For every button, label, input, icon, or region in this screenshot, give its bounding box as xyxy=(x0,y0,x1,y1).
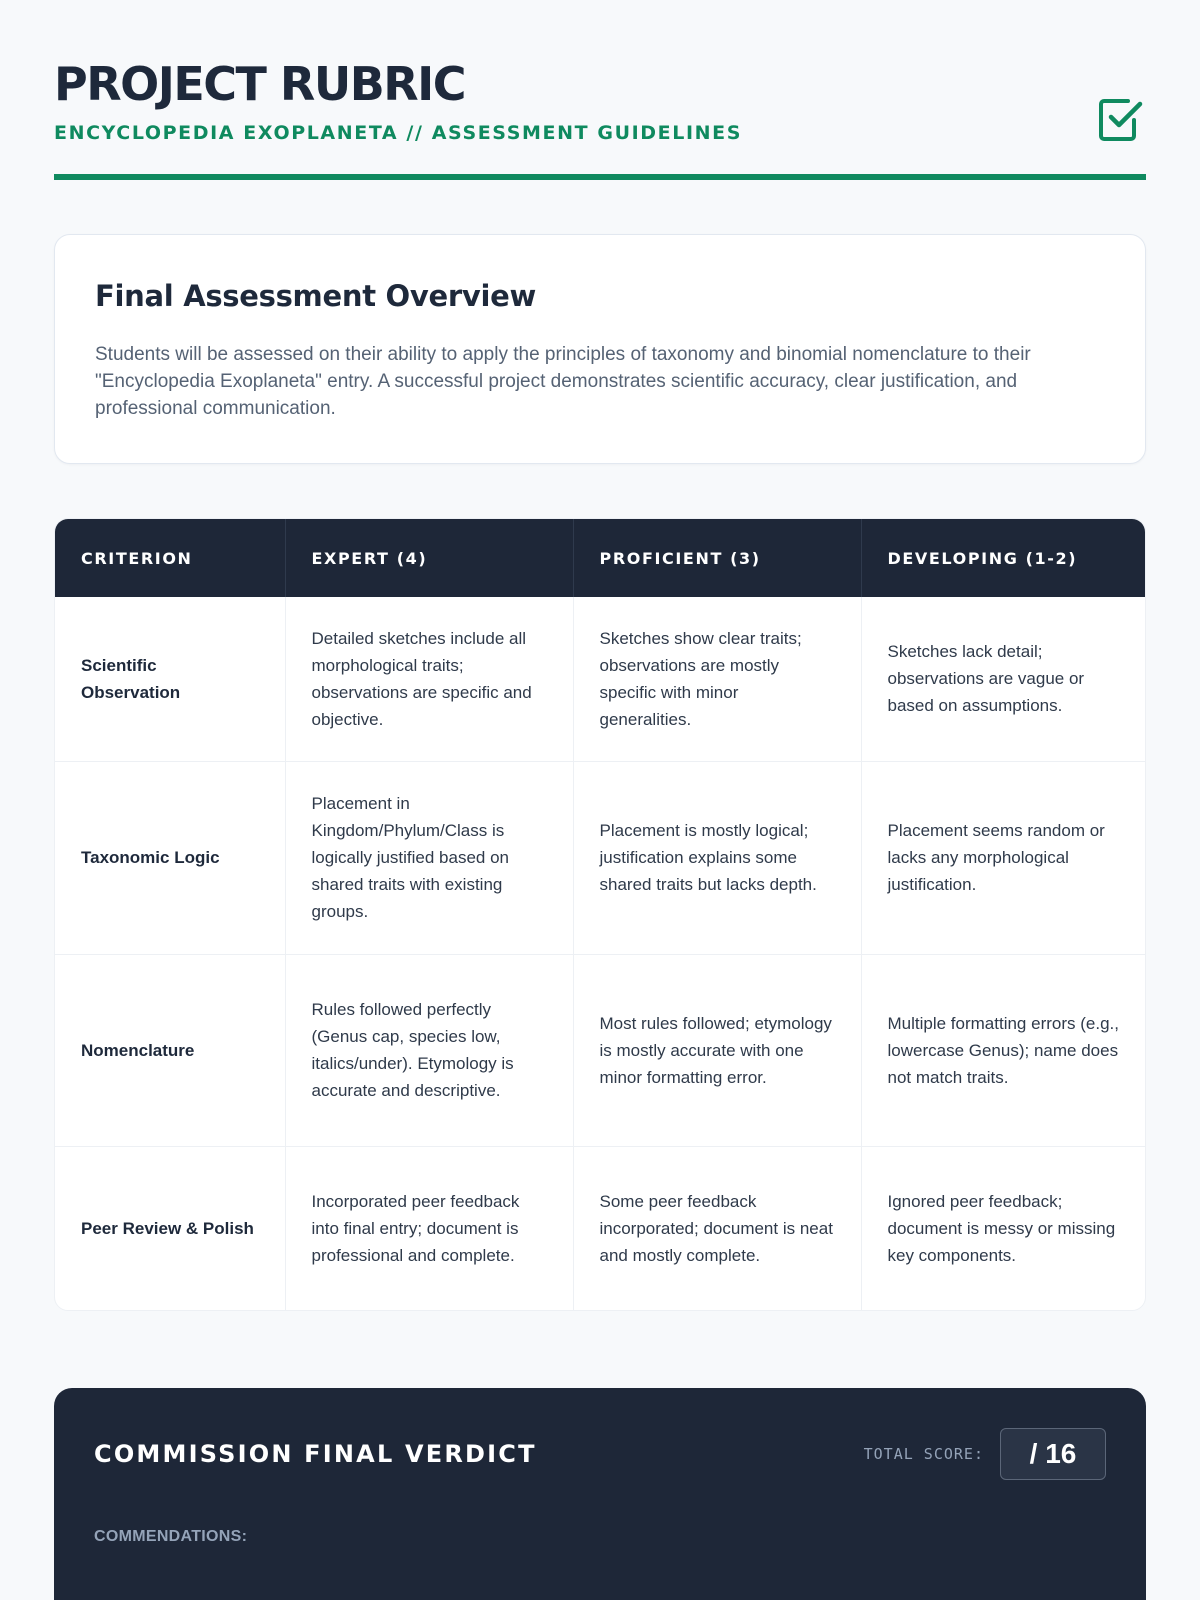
commendations-label: COMMENDATIONS: xyxy=(94,1528,248,1545)
column-header-expert: EXPERT (4) xyxy=(285,519,573,597)
verdict-heading: COMMISSION FINAL VERDICT xyxy=(94,1440,537,1468)
page-subtitle: ENCYCLOPEDIA EXOPLANETA // ASSESSMENT GUIDELINES xyxy=(54,122,742,144)
table-row xyxy=(55,1146,1146,1310)
column-header-criterion: CRITERION xyxy=(55,519,285,597)
page-title: PROJECT RUBRIC xyxy=(54,57,466,111)
criterion-cell: Taxonomic Logic xyxy=(55,761,285,954)
final-verdict-panel xyxy=(54,1388,1146,1600)
table-header-row xyxy=(55,519,1146,597)
proficient-cell: Sketches show clear traits; observations are mostly specific with minor generalities. xyxy=(573,597,861,761)
overview-body: Students will be assessed on their ability to apply the principles of taxonomy and binomial nomenclature to their "Encyclopedia Exoplaneta" entry. A successful project demonstrates scientific accuracy, clear justification, and professional communication. xyxy=(95,344,1031,419)
total-score-field[interactable]: / 16 xyxy=(1000,1428,1106,1480)
total-score-label: TOTAL SCORE: xyxy=(863,1445,984,1463)
expert-cell: Placement in Kingdom/Phylum/Class is logically justified based on shared traits with existing groups. xyxy=(285,761,573,954)
column-header-proficient: PROFICIENT (3) xyxy=(573,519,861,597)
overview-card xyxy=(54,234,1146,464)
developing-cell: Placement seems random or lacks any morphological justification. xyxy=(861,761,1146,954)
page-header xyxy=(54,0,1146,180)
criterion-cell: Peer Review & Polish xyxy=(55,1146,285,1310)
total-score xyxy=(864,1428,1106,1480)
overview-heading: Final Assessment Overview xyxy=(95,279,536,313)
criterion-cell: Scientific Observation xyxy=(55,597,285,761)
developing-cell: Sketches lack detail; observations are vague or based on assumptions. xyxy=(861,597,1146,761)
column-header-developing: DEVELOPING (1-2) xyxy=(861,519,1146,597)
developing-cell: Multiple formatting errors (e.g., lowercase Genus); name does not match traits. xyxy=(861,954,1146,1146)
expert-cell: Detailed sketches include all morphological traits; observations are specific and objective. xyxy=(285,597,573,761)
checkbox-checked-icon xyxy=(1096,96,1144,144)
proficient-cell: Most rules followed; etymology is mostly accurate with one minor formatting error. xyxy=(573,954,861,1146)
expert-cell: Rules followed perfectly (Genus cap, species low, italics/under). Etymology is accurate and descriptive. xyxy=(285,954,573,1146)
table-row xyxy=(55,954,1146,1146)
expert-cell: Incorporated peer feedback into final entry; document is professional and complete. xyxy=(285,1146,573,1310)
criterion-cell: Nomenclature xyxy=(55,954,285,1146)
proficient-cell: Placement is mostly logical; justification explains some shared traits but lacks depth. xyxy=(573,761,861,954)
proficient-cell: Some peer feedback incorporated; document is neat and mostly complete. xyxy=(573,1146,861,1310)
table-row xyxy=(55,761,1146,954)
rubric-table xyxy=(54,518,1146,1311)
developing-cell: Ignored peer feedback; document is messy or missing key components. xyxy=(887,1191,1116,1265)
table-row xyxy=(55,597,1146,761)
